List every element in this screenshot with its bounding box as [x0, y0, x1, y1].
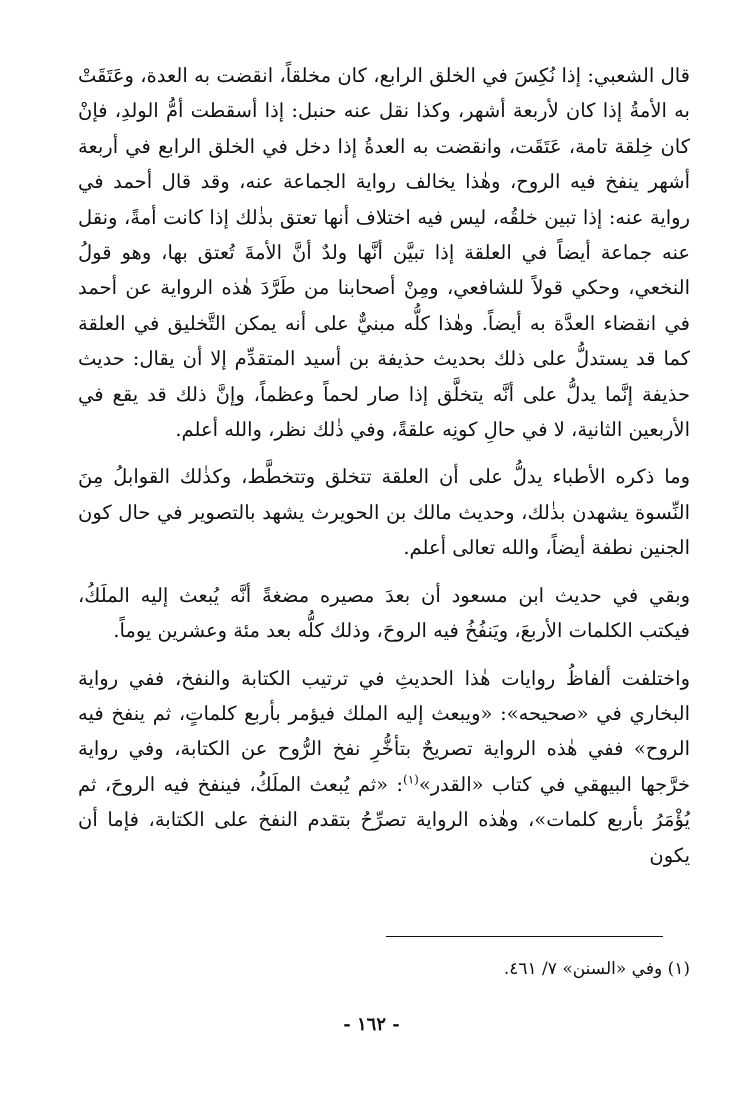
footnote-reference: (١) [403, 772, 419, 787]
paragraph-3: وبقي في حديث ابن مسعود أن بعدَ مصيره مضغةً أنَّه يُبعث إليه الملَكُ، فيكتب الكلمات الأربعَ، ويَنفُخُ فيه الروحَ، وذلك كلُّه بعد مئة وعشرين يوماً. [78, 583, 690, 643]
paragraph-4-text-after-ref: : «ثم يُبعث الملَكُ، فينفخ فيه الروحَ، ثم يُؤْمَرُ بأربع كلمات»، وهٰذه الرواية تصرِّحُ بتقدم النفخ على الكتابة، فإما أن يكون [78, 772, 690, 867]
footnote: (١) وفي «السنن» ٧/ ٤٦١. [503, 959, 690, 979]
page-number: - ١٦٢ - [343, 1014, 400, 1035]
page-body [78, 58, 690, 873]
paragraph-4 [78, 661, 690, 873]
paragraph-1: قال الشعبي: إذا نُكِسَ في الخلق الرابع، كان مخلقاً، انقضت به العدة، وعَتَقَتْ به الأمةُ إذا كان لأربعة أشهر، وكذا نقل عنه حنبل: إذا أسقطت أمُّ الولدِ، فإنْ كان خِلقة تامة، عَتَقَت، وانقضت به العدةُ إذا دخل في الخلق الرابع في أربعة أشهر ينفخ فيه الروح، وهٰذا يخالف رواية الجماعة عنه، وقد قال أحمد في رواية عنه: إذا تبين خلقُه، ليس فيه اختلاف أنها تعتق بذٰلك إذا كانت أمةً، ونقل عنه جماعة أيضاً في العلقة إذا تبيَّن أنَّها ولدٌ أنَّ الأمةَ تُعتق بها، وهو قولُ النخعي، وحكي قولاً للشافعي، ومِنْ أصحابنا من طَرَّدَ هٰذه الرواية عن أحمد في انقضاء العدَّة به أيضاً. وهٰذا كلُّه مبنيٌّ على أنه يمكن التَّخليق في العلقة كما قد يستدلُّ على ذلك بحديث حذيفة بن أسيد المتقدِّم إلا أن يقال: حديث حذيفة إنَّما يدلُّ على أنَّه يتخلَّق إذا صار لحماً وعظماً، وإنَّ ذلك قد يقع في الأربعين الثانية، لا في حالِ كونِه علقةً، وفي ذٰلك نظر، والله أعلم. [78, 64, 690, 442]
footnote-divider [386, 936, 663, 937]
paragraph-2: وما ذكره الأطباء يدلُّ على أن العلقة تتخلق وتتخطَّط، وكذٰلك القوابلُ مِنَ النِّسوة يشهدن بذٰلك، وحديث مالك بن الحويرث يشهد بالتصوير في حال كون الجنين نطفة أيضاً، والله تعالى أعلم. [78, 465, 690, 560]
paragraph-4-text-before-ref: واختلفت ألفاظُ روايات هٰذا الحديثِ في ترتيب الكتابة والنفخ، ففي رواية البخاري في «صحيحه»: «ويبعث إليه الملك فيؤمر بأربع كلماتٍ، ثم ينفخ فيه الروح» ففي هٰذه الرواية تصريحٌ بتأخُّرِ نفخ الرُّوح عن الكتابة، وفي رواية خرَّجها البيهقي في كتاب «القدر» [78, 666, 690, 796]
